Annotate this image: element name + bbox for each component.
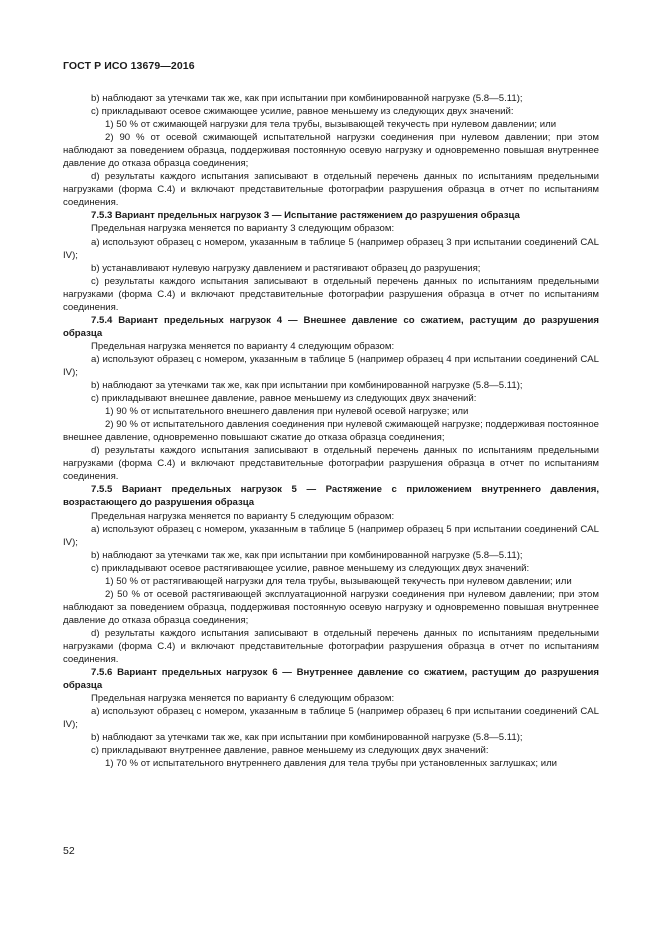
section-heading: 7.5.3 Вариант предельных нагрузок 3 — Испытание растяжением до разрушения образца (91, 210, 520, 222)
body-paragraph: 2) 90 % от испытательного давления соединения при нулевой сжимающей нагрузке; поддерживая постоянное внешнее давление, одновременно повышают сжатие до отказа образца соединения; (63, 419, 599, 444)
body-paragraph: Предельная нагрузка меняется по варианту 3 следующим образом: (91, 223, 395, 235)
page-number: 52 (63, 845, 75, 857)
body-paragraph: Предельная нагрузка меняется по варианту 5 следующим образом: (91, 510, 395, 522)
document-header: ГОСТ Р ИСО 13679—2016 (63, 60, 195, 72)
body-paragraph: c) прикладывают внутреннее давление, равное меньшему из следующих двух значений: (91, 745, 489, 757)
body-paragraph: a) используют образец с номером, указанным в таблице 5 (например образец 4 при испытании соединений CAL IV); (63, 353, 599, 378)
body-paragraph: c) результаты каждого испытания записывают в отдельный перечень данных по испытаниям предельными нагрузками (форма С.4) и включают представительные фотографии разрушения образца в отчет по испытаниям соединения. (63, 275, 599, 313)
body-paragraph: c) прикладывают осевое сжимающее усилие, равное меньшему из следующих двух значений: (91, 106, 514, 118)
body-paragraph: b) наблюдают за утечками так же, как при испытании при комбинированной нагрузке (5.8—5.11); (91, 380, 523, 392)
body-paragraph: 2) 50 % от осевой растягивающей эксплуатационной нагрузки соединения при нулевом давлении; при этом наблюдают за поведением образца, поддерживая постоянную осевую нагрузку и одновременно повышая внутреннее давление до отказа образца соединения; (63, 588, 599, 626)
body-paragraph: d) результаты каждого испытания записывают в отдельный перечень данных по испытаниям предельными нагрузками (форма С.4) и включают представительные фотографии разрушения образца в отчет по испытаниям соединения. (63, 627, 599, 666)
body-paragraph: 1) 90 % от испытательного внешнего давления при нулевой осевой нагрузке; или (105, 406, 469, 418)
body-paragraph: d) результаты каждого испытания записывают в отдельный перечень данных по испытаниям предельными нагрузками (форма С.4) и включают представительные фотографии разрушения образца в отчет по испытаниям соединения. (63, 171, 599, 209)
body-paragraph: a) используют образец с номером, указанным в таблице 5 (например образец 6 при испытании соединений CAL IV); (63, 706, 599, 731)
body-paragraph: c) прикладывают внешнее давление, равное меньшему из следующих двух значений: (91, 393, 477, 405)
section-heading: 7.5.4 Вариант предельных нагрузок 4 — Внешнее давление со сжатием, растущим до разрушения образца (63, 314, 599, 339)
section-heading: 7.5.5 Вариант предельных нагрузок 5 — Растяжение с приложением внутреннего давления, возрастающего до разрушения образца (63, 484, 599, 509)
section-heading: 7.5.6 Вариант предельных нагрузок 6 — Внутреннее давление со сжатием, растущим до разрушения образца (63, 667, 599, 692)
body-paragraph: 2) 90 % от осевой сжимающей испытательной нагрузки соединения при нулевом давлении; при этом наблюдают за поведением образца, поддерживая постоянную осевую нагрузку и одновременно повышая внутреннее давление до отказа образца соединения; (63, 132, 599, 170)
body-paragraph: 1) 50 % от сжимающей нагрузки для тела трубы, вызывающей текучесть при нулевом давлении; или (105, 119, 557, 131)
body-paragraph: a) используют образец с номером, указанным в таблице 5 (например образец 5 при испытании соединений CAL IV); (63, 523, 599, 548)
body-paragraph: b) устанавливают нулевую нагрузку давлением и растягивают образец до разрушения; (91, 262, 481, 274)
body-paragraph: Предельная нагрузка меняется по варианту 6 следующим образом: (91, 693, 395, 705)
body-paragraph: b) наблюдают за утечками так же, как при испытании при комбинированной нагрузке (5.8—5.11); (91, 549, 523, 561)
body-paragraph: b) наблюдают за утечками так же, как при испытании при комбинированной нагрузке (5.8—5.11); (91, 732, 523, 744)
body-paragraph: 1) 50 % от растягивающей нагрузки для тела трубы, вызывающей текучесть при нулевом давлении; или (105, 575, 572, 587)
body-paragraph: d) результаты каждого испытания записывают в отдельный перечень данных по испытаниям предельными нагрузками (форма С.4) и включают представительные фотографии разрушения образца в отчет по испытаниям соединения. (63, 445, 599, 483)
body-paragraph: 1) 70 % от испытательного внутреннего давления для тела трубы при установленных заглушках; или (105, 758, 558, 770)
body-paragraph: Предельная нагрузка меняется по варианту 4 следующим образом: (91, 340, 395, 352)
body-paragraph: c) прикладывают осевое растягивающее усилие, равное меньшему из следующих двух значений: (91, 562, 530, 574)
document-body (63, 92, 599, 770)
body-paragraph: b) наблюдают за утечками так же, как при испытании при комбинированной нагрузке (5.8—5.11); (91, 93, 523, 104)
body-paragraph: a) используют образец с номером, указанным в таблице 5 (например образец 3 при испытании соединений CAL IV); (63, 236, 599, 261)
